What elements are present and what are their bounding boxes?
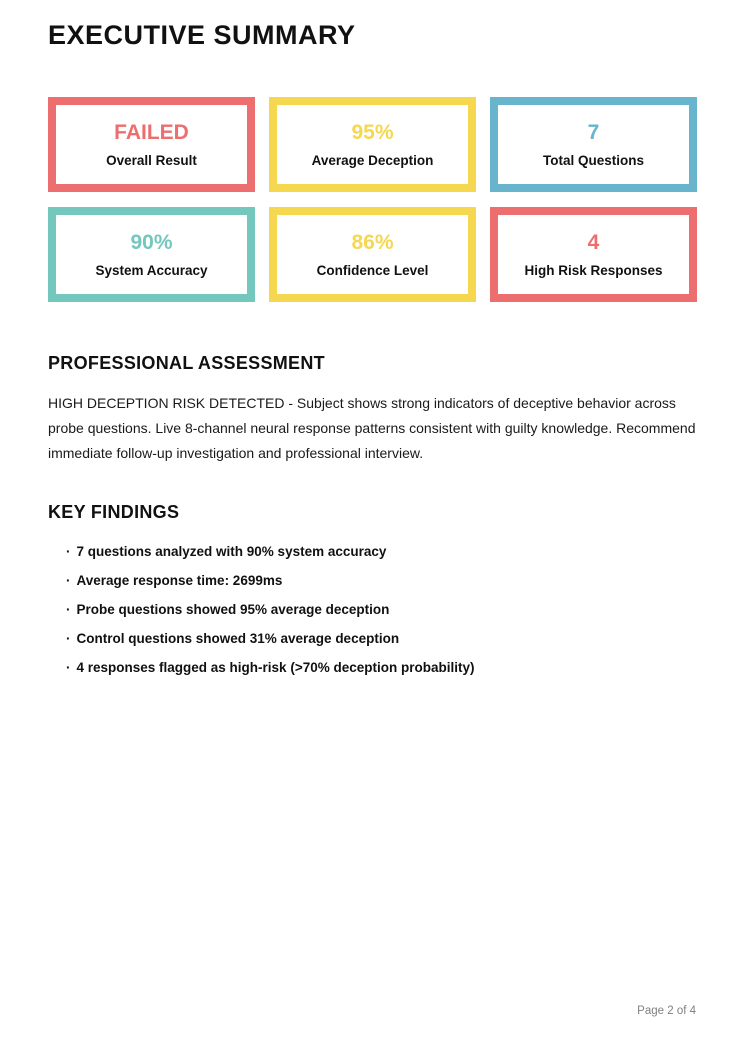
card-value: FAILED [114,120,189,144]
bullet-marker: · [66,544,71,559]
card-value: 86% [351,230,394,254]
assessment-heading: PROFESSIONAL ASSESSMENT [48,353,325,373]
finding-item [66,574,697,588]
card-value: 95% [351,120,394,144]
card-label: Overall Result [106,152,197,168]
findings-list [48,545,697,675]
card-value: 90% [130,230,173,254]
finding-text: Control questions showed 31% average deception [76,631,400,646]
card-value: 7 [587,120,600,144]
card-total-questions [490,97,697,192]
bullet-marker: · [66,660,71,675]
finding-item [66,632,697,646]
finding-text: Average response time: 2699ms [76,573,283,588]
assessment-body-text: HIGH DECEPTION RISK DETECTED - Subject shows strong indicators of deceptive behavior across probe questions. Live 8-channel neural response patterns consistent with guilty knowledge. Recommend immediate follow-up investigation and professional interview. [48,395,696,461]
finding-item [66,603,697,617]
card-high-risk-responses [490,207,697,302]
bullet-marker: · [66,573,71,588]
card-overall-result [48,97,255,192]
card-confidence-level [269,207,476,302]
card-label: Average Deception [311,152,434,168]
card-label: High Risk Responses [524,262,663,278]
card-system-accuracy [48,207,255,302]
page-title: EXECUTIVE SUMMARY [48,20,356,50]
card-label: Confidence Level [316,262,429,278]
summary-cards-grid [48,97,697,302]
page-number: Page 2 of 4 [637,1005,696,1017]
finding-text: 7 questions analyzed with 90% system accuracy [76,544,387,559]
findings-heading: KEY FINDINGS [48,502,180,522]
bullet-marker: · [66,602,71,617]
finding-item [66,545,697,559]
card-label: Total Questions [542,152,644,168]
finding-text: Probe questions showed 95% average deception [76,602,390,617]
card-label: System Accuracy [95,262,208,278]
card-average-deception [269,97,476,192]
card-value: 4 [587,230,600,254]
finding-item [66,661,697,675]
bullet-marker: · [66,631,71,646]
finding-text: 4 responses flagged as high-risk (>70% deception probability) [76,660,475,675]
